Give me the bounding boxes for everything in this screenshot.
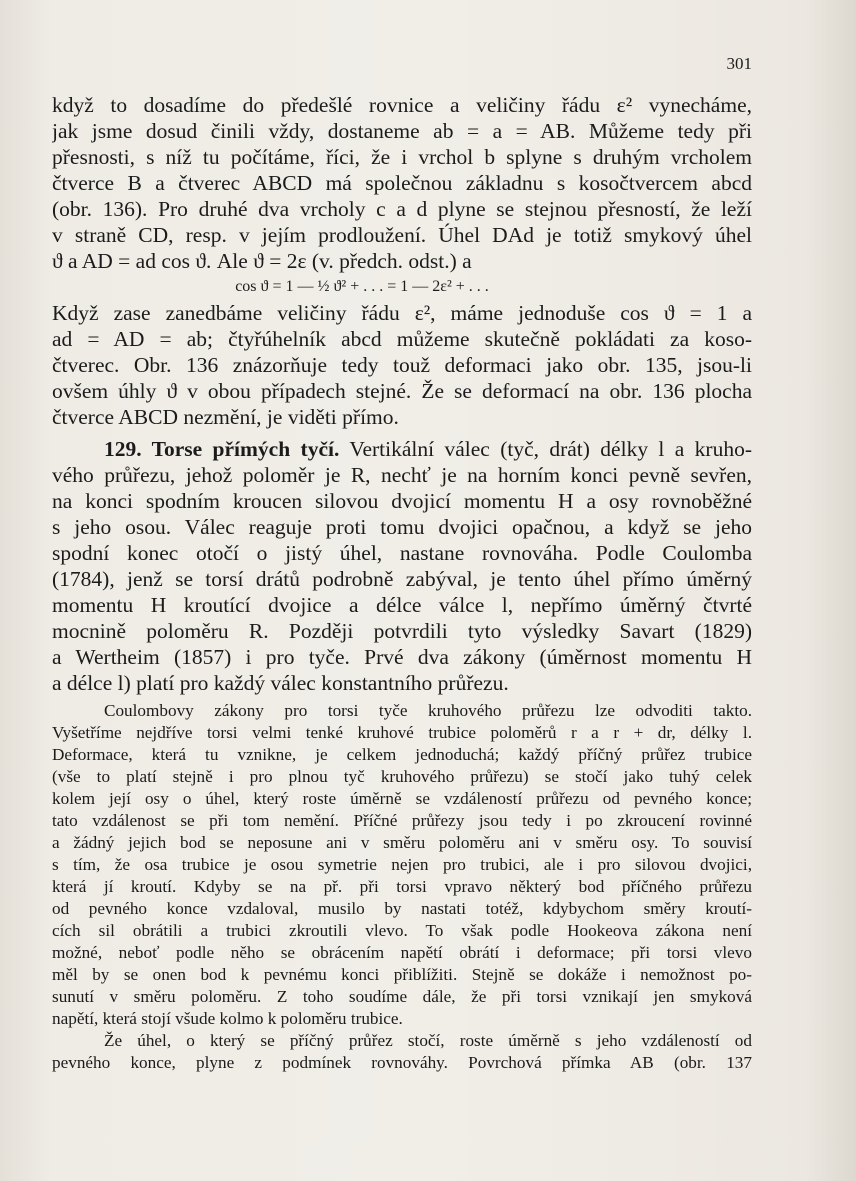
small-text-line: sunutí v směru poloměru. Z toho soudíme dále, že při torsi vznikají jen smyková xyxy=(52,987,752,1006)
text-line: a Wertheim (1857) i pro tyče. Prvé dva zákony (úměrnost momentu H xyxy=(52,645,752,669)
small-text-line: (vše to platí stejně i pro plnou tyč kruhového průřezu) se stočí jako tuhý celek xyxy=(52,767,752,786)
small-text-line: Vyšetříme nejdříve torsi velmi tenké kruhové trubice poloměrů r a r + dr, délky l. xyxy=(52,723,752,742)
text-line: vého průřezu, jehož poloměr je R, nechť je na horním konci pevně sevřen, xyxy=(52,463,752,487)
text-line: mocnině poloměru R. Později potvrdili tyto výsledky Savart (1829) xyxy=(52,619,752,643)
small-print-paragraph-1 xyxy=(52,700,752,1030)
small-text-line: Že úhel, o který se příčný průřez stočí, roste úměrně s jeho vzdáleností od xyxy=(104,1031,752,1050)
section-first-line xyxy=(52,436,752,462)
text-line: (1784), jenž se torsí drátů podrobně zabýval, je tento úhel přímo úměrný xyxy=(52,567,752,591)
text-line: a délce l) platí pro každý válec konstantního průřezu. xyxy=(52,671,509,695)
text-line: (obr. 136). Pro druhé dva vrcholy c a d plyne se stejnou přesností, že leží xyxy=(52,197,752,221)
small-text-line: a žádný jejich bod se neposune ani v směru poloměru ani v směru osy. To souvisí xyxy=(52,833,752,852)
small-text-line: možné, neboť podle něho se obrácením napětí obrátí i deformace; při torsi vlevo xyxy=(52,943,752,962)
text-line: jak jsme dosud činili vždy, dostaneme ab = a = AB. Můžeme tedy při xyxy=(52,119,752,143)
section-heading: 129. Torse přímých tyčí. xyxy=(104,437,340,461)
text-line: ovšem úhly ϑ v obou případech stejné. Že se deformací na obr. 136 plocha xyxy=(52,379,752,403)
small-text-line: pevného konce, plyne z podmínek rovnováhy. Povrchová přímka AB (obr. 137 xyxy=(52,1053,752,1072)
section-first-line-text: Vertikální válec (tyč, drát) délky l a kruho- xyxy=(349,437,752,461)
text-line: čtverec. Obr. 136 znázorňuje tedy touž deformaci jako obr. 135, jsou-li xyxy=(52,353,752,377)
text-line: s jeho osou. Válec reaguje proti tomu dvojici opačnou, a když se jeho xyxy=(52,515,752,539)
text-line: přesnosti, s níž tu počítáme, říci, že i vrchol b splyne s druhým vrcholem xyxy=(52,145,752,169)
text-line: na konci spodním kroucen silovou dvojicí momentu H a osy rovnoběžné xyxy=(52,489,752,513)
text-line: momentu H kroutící dvojice a délce válce l, nepřímo úměrný čtvrté xyxy=(52,593,752,617)
paragraph-1 xyxy=(52,92,752,274)
page-body xyxy=(52,92,752,1074)
text-line: čtverce B a čtverec ABCD má společnou základnu s kosočtvercem abcd xyxy=(52,171,752,195)
small-text-line: od pevného konce vzdaloval, musilo by nastati totéž, kdybychom směry kroutí- xyxy=(52,899,752,918)
text-line: spodní konec otočí o jistý úhel, nastane rovnováha. Podle Coulomba xyxy=(52,541,752,565)
text-line: Když zase zanedbáme veličiny řádu ε², máme jednoduše cos ϑ = 1 a xyxy=(52,301,752,325)
small-text-line: napětí, která stojí všude kolmo k poloměru trubice. xyxy=(52,1009,403,1028)
small-text-line: cích sil obrátili a trubici zkroutili vlevo. To však podle Hookeova zákona není xyxy=(52,921,752,940)
paragraph-2 xyxy=(52,300,752,430)
text-line: když to dosadíme do předešlé rovnice a veličiny řádu ε² vynecháme, xyxy=(52,93,752,117)
equation-cos-theta: cos ϑ = 1 — ½ ϑ² + . . . = 1 — 2ε² + . . . xyxy=(235,278,489,295)
text-line: ϑ a AD = ad cos ϑ. Ale ϑ = 2ε (v. předch. odst.) a xyxy=(52,249,472,273)
small-text-line: která jí kroutí. Kdyby se na př. při torsi vpravo některý bod příčného průřezu xyxy=(52,877,752,896)
small-text-line: Deformace, která tu vznikne, je celkem jednoduchá; každý příčný průřez trubice xyxy=(52,745,752,764)
small-text-line: kolem její osy o úhel, který roste úměrně se vzdáleností průřezu od pevného konce; xyxy=(52,789,752,808)
text-line: čtverce ABCD nezmění, je viděti přímo. xyxy=(52,405,399,429)
small-text-line: měl by se onen bod k pevnému konci přiblížiti. Stejně se dokáže i nemožnost po- xyxy=(52,965,752,984)
small-print-paragraph-2 xyxy=(52,1030,752,1074)
small-text-line: tato vzdálenost se při tom nemění. Příčné průřezy jsou tedy i po zkroucení rovinné xyxy=(52,811,752,830)
section-129 xyxy=(52,436,752,696)
text-line: ad = AD = ab; čtyřúhelník abcd můžeme skutečně pokládati za koso- xyxy=(52,327,752,351)
small-text-line: Coulombovy zákony pro torsi tyče kruhového průřezu lze odvoditi takto. xyxy=(104,701,752,720)
small-text-line: s tím, že osa trubice je osou symetrie nejen pro trubici, ale i pro silovou dvojici, xyxy=(52,855,752,874)
page-number: 301 xyxy=(726,54,752,73)
text-line: v straně CD, resp. v jejím prodloužení. Úhel DAd je totiž smykový úhel xyxy=(52,223,752,247)
